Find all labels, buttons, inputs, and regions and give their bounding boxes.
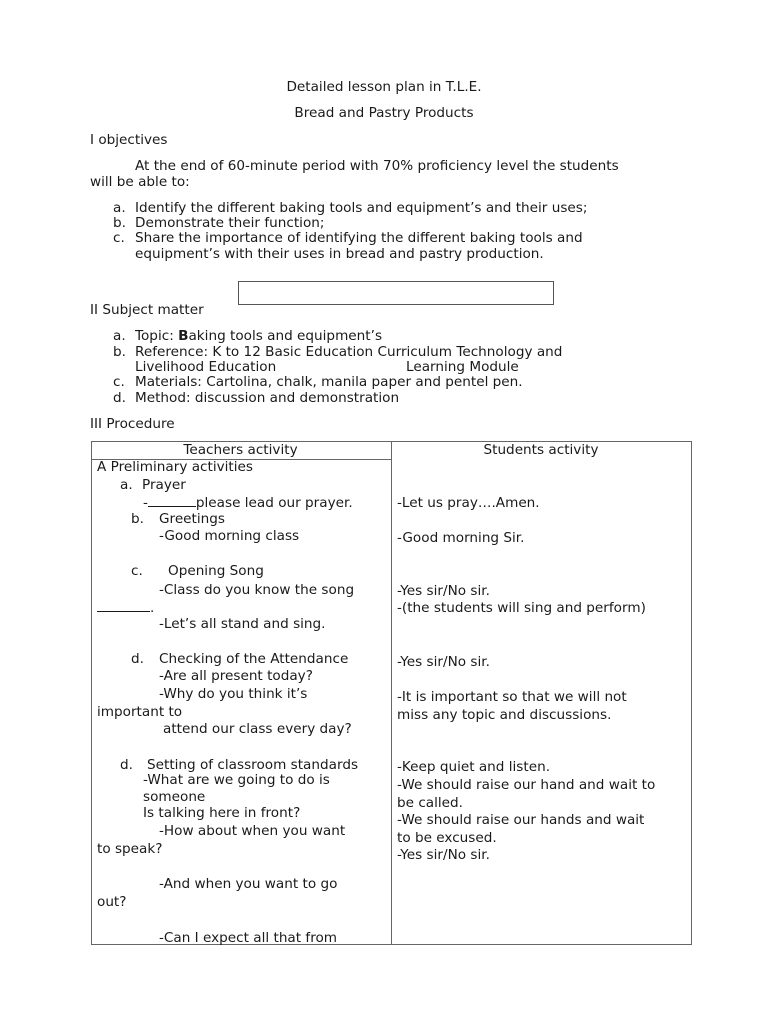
standards-line1: -What are we going to do is: [143, 772, 330, 788]
standards-line3: Is talking here in front?: [143, 805, 301, 821]
opening-song-line1: -Class do you know the song: [159, 582, 355, 598]
standards-letter: d.: [120, 757, 133, 773]
subject-item-b: Reference: K to 12 Basic Education Curriculum Technology and: [135, 344, 563, 360]
attendance-line4: attend our class every day?: [163, 721, 352, 737]
subject-item-d: Method: discussion and demonstration: [135, 390, 400, 406]
student-greeting: -Good morning Sir.: [397, 530, 525, 546]
objective-item-b-letter: b.: [113, 215, 126, 231]
student-attendance-answer: -Yes sir/No sir.: [397, 654, 490, 670]
prayer-letter: a.: [120, 477, 133, 493]
table-column-divider: [391, 442, 392, 944]
greetings-line: -Good morning class: [159, 528, 300, 544]
attendance-line2: -Why do you think it’s: [159, 686, 308, 702]
procedure-heading: III Procedure: [90, 416, 175, 432]
opening-song-line2: [97, 599, 154, 616]
student-standard4: -We should raise our hands and wait: [397, 812, 645, 828]
student-standard2: -We should raise our hand and wait to: [397, 777, 656, 793]
objective-item-c-continuation: equipment’s with their uses in bread and pastry production.: [135, 246, 544, 262]
student-standard6: -Yes sir/No sir.: [397, 847, 490, 863]
topic-text: aking tools and equipment’s: [188, 328, 383, 344]
prayer-line: [143, 494, 353, 511]
subject-item-d-letter: d.: [113, 390, 126, 406]
greetings-label: Greetings: [159, 511, 225, 527]
empty-text-box: [238, 281, 554, 305]
preliminary-activities: A Preliminary activities: [97, 459, 253, 475]
attendance-label: Checking of the Attendance: [159, 651, 349, 667]
subject-matter-heading: II Subject matter: [90, 302, 204, 318]
subject-item-b-continuation-a: Livelihood Education: [135, 359, 277, 375]
opening-song-letter: c.: [131, 563, 143, 579]
document-subtitle: Bread and Pastry Products: [294, 105, 474, 121]
standards-line8: -Can I expect all that from: [159, 930, 338, 946]
objective-item-c: Share the importance of identifying the different baking tools and: [135, 230, 583, 246]
subject-item-b-letter: b.: [113, 344, 126, 360]
opening-song-label: Opening Song: [168, 563, 264, 579]
objective-item-c-letter: c.: [113, 230, 125, 246]
teachers-activity-header: Teachers activity: [183, 442, 298, 458]
student-standard1: -Keep quiet and listen.: [397, 759, 551, 775]
subject-item-b-continuation-b: Learning Module: [406, 359, 519, 375]
subject-item-c: Materials: Cartolina, chalk, manila paper and pentel pen.: [135, 374, 523, 390]
song-line2-suffix: .: [150, 600, 155, 616]
greetings-letter: b.: [131, 511, 144, 527]
attendance-line1: -Are all present today?: [159, 668, 313, 684]
topic-label: Topic:: [135, 328, 179, 344]
subject-item-a-letter: a.: [113, 328, 126, 344]
subject-item-a: [135, 328, 382, 344]
standards-line2: someone: [143, 789, 206, 805]
standards-line5: to speak?: [97, 841, 163, 857]
prayer-line-text: please lead our prayer.: [195, 495, 353, 511]
objective-item-b: Demonstrate their function;: [135, 215, 325, 231]
objectives-intro-line2: will be able to:: [90, 174, 190, 190]
objectives-heading: I objectives: [90, 132, 168, 148]
student-standard3: be called.: [397, 795, 463, 811]
students-activity-header: Students activity: [483, 442, 599, 458]
prayer-label: Prayer: [142, 477, 186, 493]
student-attendance-reason2: miss any topic and discussions.: [397, 707, 612, 723]
student-standard5: to be excused.: [397, 830, 497, 846]
standards-label: Setting of classroom standards: [147, 757, 359, 773]
document-title: Detailed lesson plan in T.L.E.: [286, 79, 482, 95]
subject-item-c-letter: c.: [113, 374, 125, 390]
objective-item-a-letter: a.: [113, 200, 126, 216]
student-song-perform: -(the students will sing and perform): [397, 600, 646, 616]
standards-line4: -How about when you want: [159, 823, 346, 839]
prayer-line-prefix: -: [143, 495, 148, 511]
objective-item-a: Identify the different baking tools and equipment’s and their uses;: [135, 200, 588, 216]
song-name-blank: [97, 599, 150, 612]
standards-line7: out?: [97, 894, 127, 910]
standards-line6: -And when you want to go: [159, 876, 338, 892]
attendance-line3: important to: [97, 704, 183, 720]
student-song-answer: -Yes sir/No sir.: [397, 583, 490, 599]
student-attendance-reason1: -It is important so that we will not: [397, 689, 627, 705]
topic-bold-letter: B: [178, 328, 189, 344]
objectives-intro-line1: At the end of 60-minute period with 70% proficiency level the students: [135, 158, 619, 174]
opening-song-line3: -Let’s all stand and sing.: [159, 616, 326, 632]
prayer-name-blank: [148, 494, 196, 507]
student-prayer: -Let us pray….Amen.: [397, 495, 540, 511]
attendance-letter: d.: [131, 651, 144, 667]
